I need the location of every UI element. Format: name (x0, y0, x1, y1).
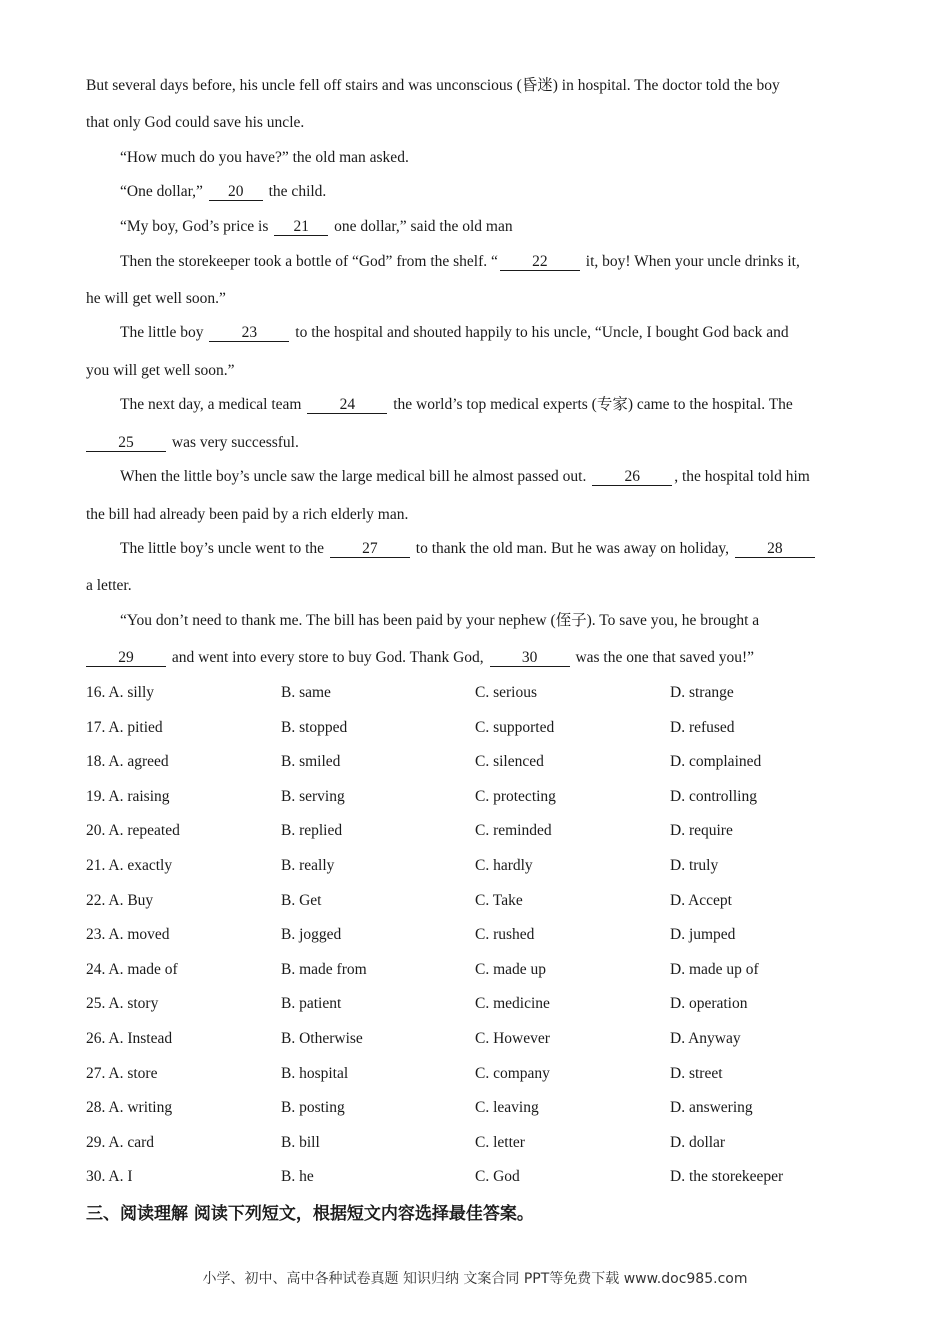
option-a[interactable]: 20. A. repeated (86, 822, 180, 839)
option-b[interactable]: B. smiled (281, 753, 341, 770)
passage-text: to thank the old man. But he was away on holiday, (415, 540, 730, 557)
option-b[interactable]: B. Otherwise (281, 1030, 363, 1047)
option-a[interactable]: 21. A. exactly (86, 857, 173, 874)
option-d[interactable]: D. Accept (670, 892, 732, 909)
option-c[interactable]: C. company (475, 1065, 550, 1082)
option-b[interactable]: B. replied (281, 822, 343, 839)
option-d[interactable]: D. complained (670, 753, 762, 770)
option-b[interactable]: B. patient (281, 995, 342, 1012)
option-b[interactable]: B. serving (281, 788, 345, 805)
passage-line: But several days before, his uncle fell off stairs and was unconscious (昏迷) in hospital. The doctor told the boy (86, 77, 780, 94)
passage-text: , the hospital told him (674, 468, 810, 485)
passage-line (120, 395, 793, 415)
option-b[interactable]: B. he (281, 1168, 314, 1185)
blank-20: 20 (209, 183, 263, 201)
passage-line: “How much do you have?” the old man asked. (120, 149, 409, 166)
option-b[interactable]: B. really (281, 857, 335, 874)
passage-line: “You don’t need to thank me. The bill has been paid by your nephew (侄子). To save you, he brought a (120, 612, 760, 629)
blank-28: 28 (735, 540, 815, 558)
option-d[interactable]: D. operation (670, 995, 748, 1012)
option-a[interactable]: 28. A. writing (86, 1099, 173, 1116)
blank-30: 30 (490, 649, 570, 667)
option-a[interactable]: 27. A. store (86, 1065, 158, 1082)
passage-text: was the one that saved you!” (575, 649, 755, 666)
option-d[interactable]: D. Anyway (670, 1030, 741, 1047)
option-a[interactable]: 22. A. Buy (86, 892, 154, 909)
option-b[interactable]: B. posting (281, 1099, 345, 1116)
passage-line: you will get well soon.” (86, 362, 235, 379)
option-b[interactable]: B. bill (281, 1134, 320, 1151)
passage-line: that only God could save his uncle. (86, 114, 305, 131)
passage-text: Then the storekeeper took a bottle of “God” from the shelf. “ (120, 253, 498, 270)
passage-line (86, 433, 299, 453)
option-d[interactable]: D. the storekeeper (670, 1168, 784, 1185)
option-a[interactable]: 26. A. Instead (86, 1030, 173, 1047)
option-a[interactable]: 16. A. silly (86, 684, 155, 701)
option-a[interactable]: 29. A. card (86, 1134, 155, 1151)
passage-line: the bill had already been paid by a rich elderly man. (86, 506, 409, 523)
option-c[interactable]: C. serious (475, 684, 537, 701)
passage-text: “My boy, God’s price is (120, 218, 269, 235)
blank-26: 26 (592, 468, 672, 486)
option-c[interactable]: C. letter (475, 1134, 525, 1151)
blank-21: 21 (274, 218, 328, 236)
option-d[interactable]: D. street (670, 1065, 723, 1082)
passage-line (120, 539, 817, 559)
option-c[interactable]: C. made up (475, 961, 547, 978)
option-b[interactable]: B. made from (281, 961, 367, 978)
option-d[interactable]: D. answering (670, 1099, 753, 1116)
option-b[interactable]: B. hospital (281, 1065, 349, 1082)
option-c[interactable]: C. rushed (475, 926, 535, 943)
option-b[interactable]: B. stopped (281, 719, 348, 736)
option-c[interactable]: C. silenced (475, 753, 544, 770)
option-c[interactable]: C. protecting (475, 788, 556, 805)
passage-line (120, 217, 513, 237)
passage-text: to the hospital and shouted happily to his uncle, “Uncle, I bought God back and (295, 324, 789, 341)
passage-text: “One dollar,” (120, 183, 203, 200)
option-c[interactable]: C. Take (475, 892, 523, 909)
option-c[interactable]: C. reminded (475, 822, 552, 839)
option-a[interactable]: 24. A. made of (86, 961, 178, 978)
blank-27: 27 (330, 540, 410, 558)
passage-line: he will get well soon.” (86, 290, 226, 307)
option-d[interactable]: D. jumped (670, 926, 736, 943)
blank-24: 24 (307, 396, 387, 414)
blank-29: 29 (86, 649, 166, 667)
option-a[interactable]: 17. A. pitied (86, 719, 163, 736)
passage-text: the child. (268, 183, 327, 200)
passage-line (86, 648, 754, 668)
passage-text: The next day, a medical team (120, 396, 302, 413)
option-d[interactable]: D. refused (670, 719, 735, 736)
option-b[interactable]: B. Get (281, 892, 322, 909)
option-a[interactable]: 19. A. raising (86, 788, 170, 805)
passage-text: the world’s top medical experts (专家) came to the hospital. The (393, 396, 793, 413)
option-a[interactable]: 30. A. I (86, 1168, 133, 1185)
passage-text: it, boy! When your uncle drinks it, (585, 253, 800, 270)
passage-line (120, 252, 800, 272)
option-c[interactable]: C. hardly (475, 857, 533, 874)
blank-23: 23 (209, 324, 289, 342)
option-b[interactable]: B. jogged (281, 926, 342, 943)
page-footer: 小学、初中、高中各种试卷真题 知识归纳 文案合同 PPT等免费下载 www.doc985.com (202, 1271, 748, 1287)
option-c[interactable]: C. medicine (475, 995, 550, 1012)
option-c[interactable]: C. However (475, 1030, 550, 1047)
option-a[interactable]: 25. A. story (86, 995, 159, 1012)
option-a[interactable]: 18. A. agreed (86, 753, 169, 770)
passage-line: a letter. (86, 577, 132, 594)
passage-text: was very successful. (171, 434, 299, 451)
option-b[interactable]: B. same (281, 684, 331, 701)
option-c[interactable]: C. supported (475, 719, 555, 736)
passage-text: When the little boy’s uncle saw the large medical bill he almost passed out. (120, 468, 587, 485)
option-d[interactable]: D. require (670, 822, 733, 839)
option-d[interactable]: D. controlling (670, 788, 757, 805)
passage-text: and went into every store to buy God. Thank God, (171, 649, 484, 666)
option-a[interactable]: 23. A. moved (86, 926, 170, 943)
passage-line (120, 467, 810, 487)
option-d[interactable]: D. strange (670, 684, 734, 701)
option-d[interactable]: D. made up of (670, 961, 759, 978)
passage-text: The little boy’s uncle went to the (120, 540, 325, 557)
passage-text: The little boy (120, 324, 204, 341)
section-title: 三、阅读理解 阅读下列短文，根据短文内容选择最佳答案。 (86, 1204, 534, 1224)
option-d[interactable]: D. dollar (670, 1134, 726, 1151)
blank-25: 25 (86, 434, 166, 452)
option-c[interactable]: C. God (475, 1168, 520, 1185)
blank-22: 22 (500, 253, 580, 271)
passage-text: one dollar,” said the old man (334, 218, 513, 235)
passage-line (120, 182, 326, 202)
passage-line (120, 323, 789, 343)
option-d[interactable]: D. truly (670, 857, 719, 874)
option-c[interactable]: C. leaving (475, 1099, 539, 1116)
